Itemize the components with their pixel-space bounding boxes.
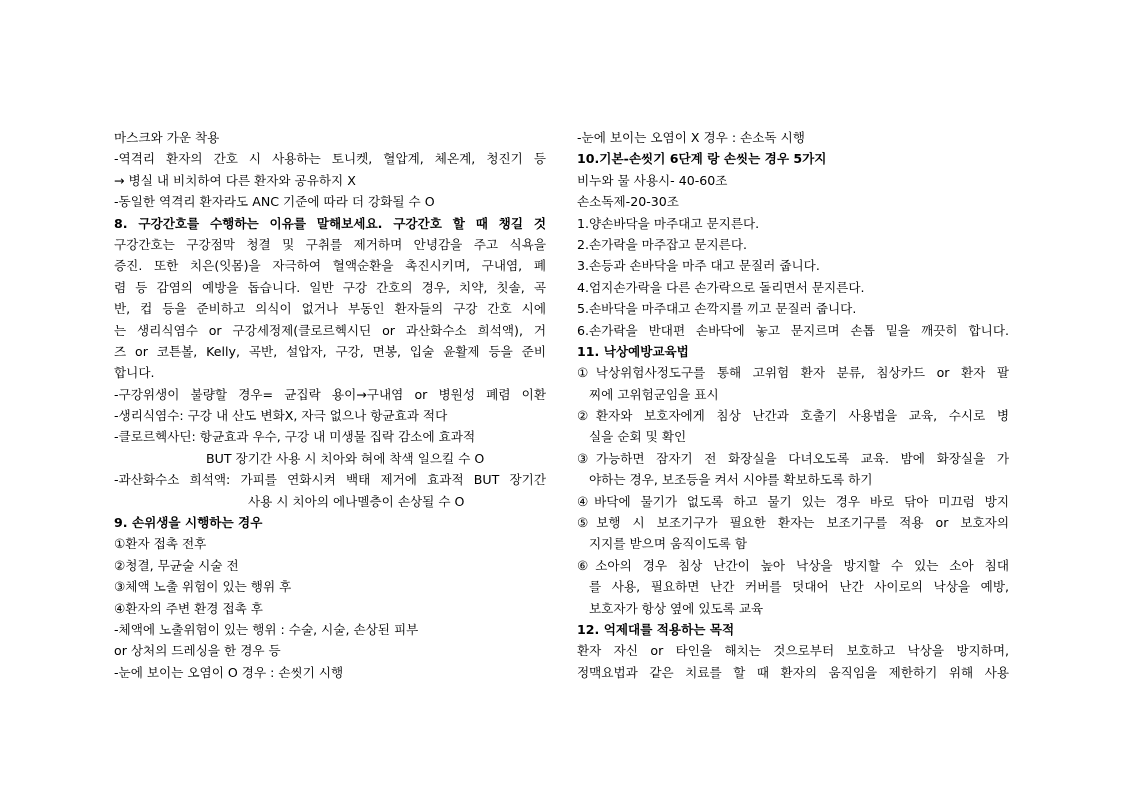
text-line: -눈에 보이는 오염이 O 경우 : 손씻기 시행 [114, 664, 344, 680]
list-item: ⑤보행 시 보조기구가 필요한 환자는 보조기구를 적용 or 보호자의 [577, 515, 1009, 531]
list-item: ①낙상위험사정도구를 통해 고위험 환자 분류, 침상카드 or 환자 팔 [577, 365, 1009, 381]
text-line: 합니다. [114, 365, 155, 381]
text-line: -과산화수소 희석액: 가피를 연화시켜 백태 제거에 효과적 BUT 장기간 [114, 472, 546, 488]
list-item: 3.손등과 손바닥을 마주 대고 문질러 줍니다. [577, 258, 820, 274]
list-item: 6.손가락을 반대편 손바닥에 놓고 문지르며 손톱 밑을 깨끗히 합니다. [577, 322, 1009, 338]
text-line: 정맥요법과 같은 치료를 할 때 환자의 움직임을 제한하기 위해 사용 [577, 664, 1009, 680]
text-line: 반, 컵 등을 준비하고 의식이 없거나 부동인 환자들의 구강 간호 시에 [114, 301, 546, 317]
text-line: -생리식염수: 구강 내 산도 변화X, 자극 없으나 항균효과 적다 [114, 408, 448, 424]
text-line: 증진. 또한 치은(잇몸)을 자극하여 혈액순환을 촉진시키며, 구내염, 폐 [114, 258, 546, 274]
text-line: BUT 장기간 사용 시 치아와 혀에 착색 일으킬 수 O [206, 450, 485, 466]
text-line: 마스크와 가운 착용 [114, 130, 220, 145]
text-line: → 병실 내 비치하여 다른 환자와 공유하지 X [114, 172, 356, 188]
list-item: 4.엄지손가락을 다른 손가락으로 돌리면서 문지른다. [577, 279, 865, 295]
text-line: -구강위생이 불량할 경우= 균집락 용이→구내염 or 병원성 폐렴 이환 [114, 386, 546, 402]
text-line: 비누와 물 사용시- 40-60조 [577, 172, 728, 188]
text-line: 를 사용, 필요하면 난간 커버를 덧대어 난간 사이로의 낙상을 예방, [589, 579, 1009, 595]
text-line: or 상처의 드레싱을 한 경우 등 [114, 643, 281, 659]
list-item: 2.손가락을 마주잡고 문지른다. [577, 236, 748, 252]
list-item: ⑥소아의 경우 침상 난간이 높아 낙상을 방지할 수 있는 소아 침대 [577, 557, 1009, 573]
list-item: ②청결, 무균술 시술 전 [114, 557, 239, 573]
left-column [114, 127, 546, 683]
text-line: 는 생리식염수 or 구강세정제(클로르헥시딘 or 과산화수소 희석액), 거 [114, 322, 546, 338]
section-heading-10: 10.기본-손씻기 6단계 랑 손씻는 경우 5가지 [577, 151, 827, 167]
text-line: -클로르헥사딘: 항균효과 우수, 구강 내 미생물 집락 감소에 효과적 [114, 429, 476, 445]
text-line: -눈에 보이는 오염이 X 경우 : 손소독 시행 [577, 130, 805, 145]
list-item: 1.양손바닥을 마주대고 문지른다. [577, 215, 760, 231]
text-line: 실을 순회 및 확인 [589, 429, 687, 445]
list-item: ④바닥에 물기가 없도록 하고 물기 있는 경우 바로 닦아 미끄럼 방지 [577, 493, 1009, 509]
text-line: 보호자가 항상 옆에 있도록 교육 [589, 600, 764, 616]
text-line: 구강간호는 구강점막 청결 및 구취를 제거하며 안녕감을 주고 식욕을 [114, 236, 546, 252]
text-line: 손소독제-20-30조 [577, 194, 679, 210]
text-line: -동일한 역격리 환자라도 ANC 기준에 따라 더 강화될 수 O [114, 194, 435, 210]
text-line: 찌에 고위험군임을 표시 [589, 386, 719, 402]
text-line: 야하는 경우, 보조등을 켜서 시야를 확보하도록 하기 [589, 472, 873, 488]
section-heading-11: 11. 낙상예방교육법 [577, 343, 689, 359]
text-line: 렴 등 감염의 예방을 돕습니다. 일반 구강 간호의 경우, 치약, 칫솔, 곡 [114, 279, 546, 295]
text-line: -체액에 노출위험이 있는 행위 : 수술, 시술, 손상된 피부 [114, 621, 419, 637]
list-item: 5.손바닥을 마주대고 손깍지를 끼고 문질러 줍니다. [577, 301, 857, 317]
section-heading-9: 9. 손위생을 시행하는 경우 [114, 515, 263, 531]
text-line: 환자 자신 or 타인을 해치는 것으로부터 보호하고 낙상을 방지하며, [577, 643, 1009, 659]
text-line: 즈 or 코튼볼, Kelly, 곡반, 설압자, 구강, 면봉, 입술 윤활제 등을 준비 [114, 343, 546, 359]
list-item: ③가능하면 잠자기 전 화장실을 다녀오도록 교육. 밤에 화장실을 가 [577, 450, 1009, 466]
section-heading-12: 12. 억제대를 적용하는 목적 [577, 621, 735, 637]
list-item: ②환자와 보호자에게 침상 난간과 호출기 사용법을 교육, 수시로 병 [577, 408, 1009, 424]
section-heading-8: 8. 구강간호를 수행하는 이유를 말해보세요. 구강간호 할 때 챙길 것 [114, 215, 546, 231]
right-column [577, 127, 1009, 683]
text-line: -역격리 환자의 간호 시 사용하는 토니켓, 혈압계, 체온계, 청진기 등 [114, 151, 546, 167]
list-item: ④환자의 주변 환경 접촉 후 [114, 600, 263, 616]
list-item: ①환자 접촉 전후 [114, 536, 207, 552]
text-line: 지지를 받으며 움직이도록 함 [589, 536, 747, 552]
text-line: 사용 시 치아의 에나멜층이 손상될 수 O [248, 493, 465, 509]
list-item: ③체액 노출 위험이 있는 행위 후 [114, 579, 292, 595]
